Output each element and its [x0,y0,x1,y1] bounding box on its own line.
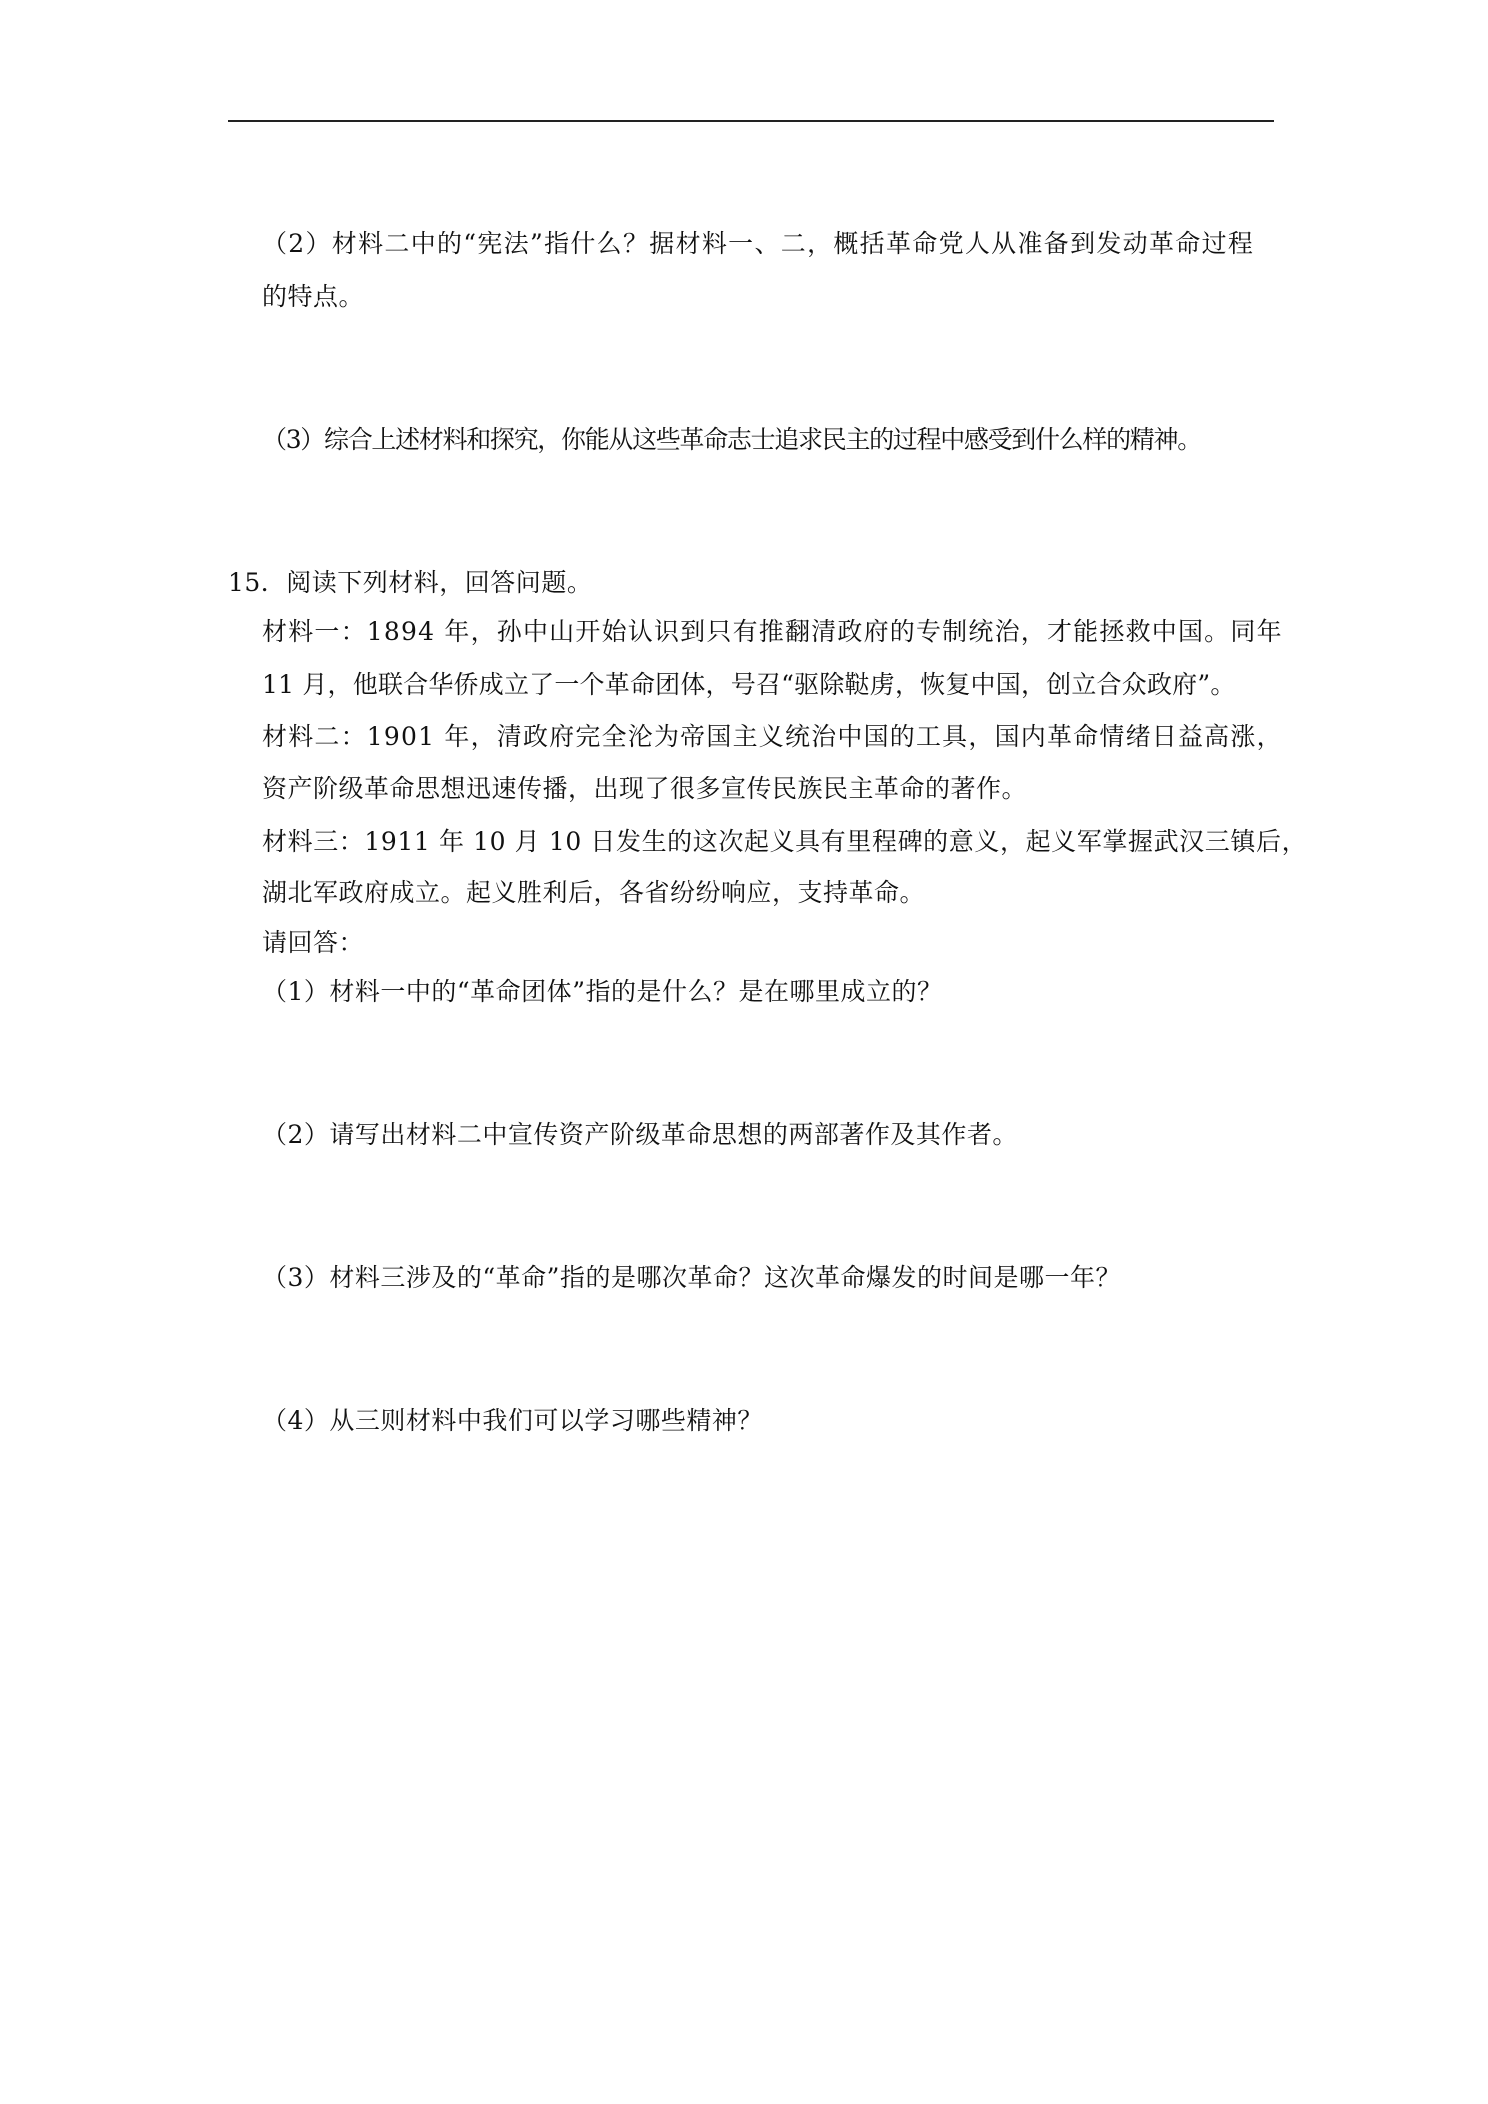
q14-part2-line1: （2）材料二中的“宪法”指什么？据材料一、二，概括革命党人从准备到发动革命过程 [262,229,1255,258]
material2-line1: 材料二：1901 年，清政府完全沦为帝国主义统治中国的工具，国内革命情绪日益高涨， [262,722,1283,751]
q14-part2-line2: 的特点。 [262,282,365,311]
header-rule [228,120,1274,122]
material1-line2: 11 月，他联合华侨成立了一个革命团体，号召“驱除鞑虏，恢复中国，创立合众政府”。 [262,670,1236,699]
material3-line2: 湖北军政府成立。起义胜利后，各省纷纷响应，支持革命。 [262,878,926,907]
material2-line2: 资产阶级革命思想迅速传播，出现了很多宣传民族民主革命的著作。 [262,774,1028,803]
q15-part2: （2）请写出材料二中宣传资产阶级革命思想的两部著作及其作者。 [262,1120,1018,1149]
q15-part4: （4）从三则材料中我们可以学习哪些精神？ [262,1406,763,1435]
q15-part3: （3）材料三涉及的“革命”指的是哪次革命？这次革命爆发的时间是哪一年？ [262,1263,1121,1292]
q15-stem: 15．阅读下列材料，回答问题。 [228,568,593,597]
material3-line1: 材料三：1911 年 10 月 10 日发生的这次起义具有里程碑的意义，起义军掌握武汉三镇后， [262,827,1308,856]
material1-line1: 材料一：1894 年，孙中山开始认识到只有推翻清政府的专制统治，才能拯救中国。同年 [262,617,1283,646]
q14-part3: （3）综合上述材料和探究，你能从这些革命志士追求民主的过程中感受到什么样的精神。 [262,425,1201,454]
answer-prompt: 请回答： [262,928,365,957]
q15-part1: （1）材料一中的“革命团体”指的是什么？是在哪里成立的？ [262,977,943,1006]
